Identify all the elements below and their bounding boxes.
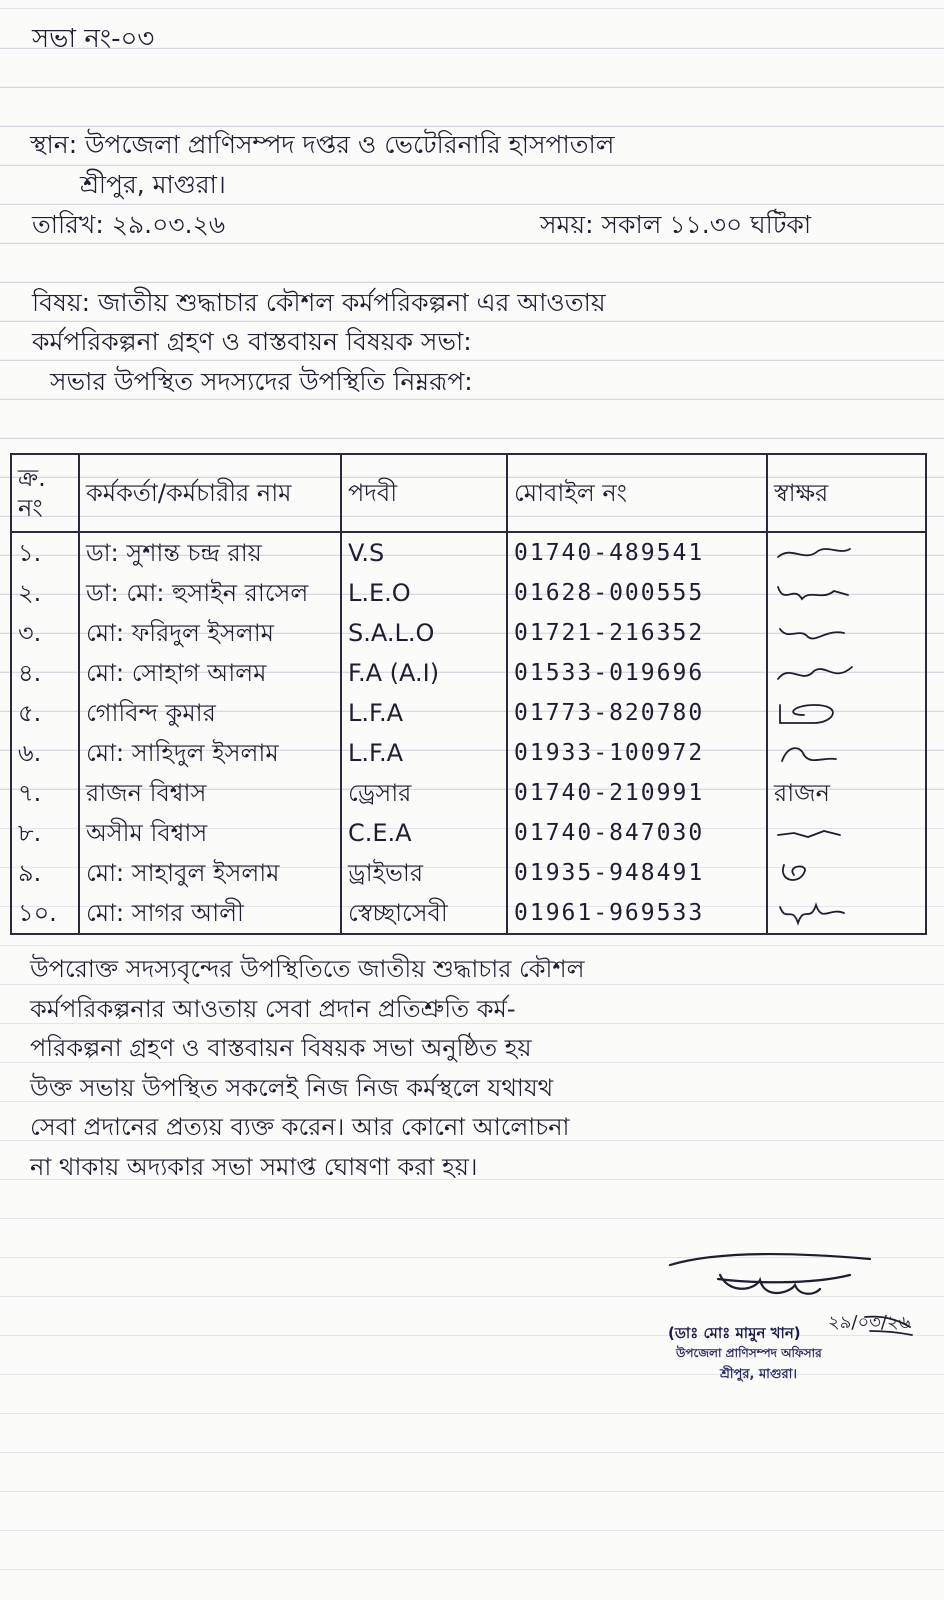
table-row — [11, 813, 926, 853]
row-mobile: 01740-210991 — [507, 773, 767, 813]
row-serial: ৫. — [11, 693, 79, 733]
body-line: সেবা প্রদানের প্রত্যয় ব্যক্ত করেন। আর কোনো আলোচনা — [30, 1113, 570, 1141]
handwritten-signature-mark — [774, 701, 854, 727]
table-row — [11, 773, 926, 813]
row-mobile: 01721-216352 — [507, 613, 767, 653]
row-signature — [767, 613, 926, 653]
body-line: না থাকায় অদ্যকার সভা সমাপ্ত ঘোষণা করা হয়। — [30, 1152, 478, 1181]
row-mobile: 01773-820780 — [507, 693, 767, 733]
table-header-row — [11, 454, 926, 532]
handwritten-signature-mark — [774, 821, 854, 847]
table-row — [11, 613, 926, 653]
row-designation: V.S — [341, 532, 507, 573]
row-mobile: 01533-019696 — [507, 653, 767, 693]
row-name: মো: সাগর আলী — [79, 893, 341, 934]
row-serial: ৭. — [11, 773, 79, 813]
row-name: রাজন বিশ্বাস — [79, 773, 341, 813]
table-row — [11, 853, 926, 893]
header-signature: স্বাক্ষর — [767, 454, 926, 532]
body-line: উপরোক্ত সদস্যবৃন্দের উপস্থিতিতে জাতীয় শুদ্ধাচার কৌশল — [30, 955, 585, 983]
handwritten-signature-mark — [774, 901, 854, 927]
officer-place-stamp: শ্রীপুর, মাগুরা। — [720, 1367, 798, 1382]
header-name: কর্মকর্তা/কর্মচারীর নাম — [79, 454, 341, 532]
venue-line-1: স্থান: উপজেলা প্রাণিসম্পদ দপ্তর ও ভেটেরিনারি হাসপাতাল — [30, 130, 615, 159]
row-designation: ড্রাইভার — [341, 853, 507, 893]
row-signature — [767, 573, 926, 613]
handwritten-signature-mark — [774, 741, 854, 767]
header-mobile: মোবাইল নং — [507, 454, 767, 532]
row-signature — [767, 893, 926, 934]
subject-line-2: কর্মপরিকল্পনা গ্রহণ ও বাস্তবায়ন বিষয়ক সভা: — [32, 327, 472, 356]
row-designation: ড্রেসার — [341, 773, 507, 813]
row-serial: ৯. — [11, 853, 79, 893]
table-row — [11, 893, 926, 934]
body-line: কর্মপরিকল্পনার আওতায় সেবা প্রদান প্রতিশ্রুতি কর্ম- — [30, 994, 516, 1023]
handwritten-signature-mark — [774, 861, 854, 887]
header-designation: পদবী — [341, 454, 507, 532]
row-designation: L.E.O — [341, 573, 507, 613]
table-row — [11, 532, 926, 573]
row-mobile: 01740-847030 — [507, 813, 767, 853]
row-designation: S.A.L.O — [341, 613, 507, 653]
meeting-time: সময়: সকাল ১১.৩০ ঘটিকা — [540, 210, 812, 239]
row-name: মো: সাহিদুল ইসলাম — [79, 733, 341, 773]
row-name: ডা: সুশান্ত চন্দ্র রায় — [79, 532, 341, 573]
attendance-intro: সভার উপস্থিত সদস্যদের উপস্থিতি নিম্নরূপ: — [50, 367, 473, 396]
row-designation: স্বেচ্ছাসেবী — [341, 893, 507, 934]
row-serial: ৪. — [11, 653, 79, 693]
venue-line-2: শ্রীপুর, মাগুরা। — [80, 170, 226, 199]
row-name: ডা: মো: হুসাইন রাসেল — [79, 573, 341, 613]
row-name: গোবিন্দ কুমার — [79, 693, 341, 733]
row-signature — [767, 773, 926, 813]
row-mobile: 01740-489541 — [507, 532, 767, 573]
row-signature — [767, 813, 926, 853]
handwritten-signature-mark — [774, 621, 854, 647]
meeting-date: তারিখ: ২৯.০৩.২৬ — [32, 210, 226, 239]
row-serial: ১. — [11, 532, 79, 573]
row-name: মো: ফরিদুল ইসলাম — [79, 613, 341, 653]
table-row — [11, 693, 926, 733]
row-serial: ৮. — [11, 813, 79, 853]
row-designation: L.F.A — [341, 733, 507, 773]
subject-line-1: বিষয়: জাতীয় শুদ্ধাচার কৌশল কর্মপরিকল্পনা এর আওতায় — [32, 288, 606, 317]
row-signature — [767, 532, 926, 573]
table-row — [11, 653, 926, 693]
row-serial: ৬. — [11, 733, 79, 773]
row-signature — [767, 653, 926, 693]
header-serial: ক্র. নং — [11, 454, 79, 532]
handwritten-signature-mark — [774, 661, 854, 687]
row-mobile: 01935-948491 — [507, 853, 767, 893]
row-name: মো: সাহাবুল ইসলাম — [79, 853, 341, 893]
row-serial: ৩. — [11, 613, 79, 653]
officer-title-stamp: উপজেলা প্রাণিসম্পদ অফিসার — [676, 1346, 822, 1360]
body-line: উক্ত সভায় উপস্থিত সকলেই নিজ নিজ কর্মস্থলে যথাযথ — [30, 1073, 554, 1102]
row-signature-text: রাজন — [774, 779, 830, 807]
row-designation: C.E.A — [341, 813, 507, 853]
table-row — [11, 573, 926, 613]
handwritten-signature-mark — [774, 541, 854, 567]
row-name: অসীম বিশ্বাস — [79, 813, 341, 853]
table-row — [11, 733, 926, 773]
signature-date: ২৯/০৩/২৬ — [828, 1312, 911, 1333]
row-signature — [767, 733, 926, 773]
row-signature — [767, 693, 926, 733]
officer-name-stamp: (ডাঃ মোঃ মামুন খান) — [668, 1324, 801, 1342]
row-designation: L.F.A — [341, 693, 507, 733]
row-name: মো: সোহাগ আলম — [79, 653, 341, 693]
row-signature — [767, 853, 926, 893]
body-line: পরিকল্পনা গ্রহণ ও বাস্তবায়ন বিষয়ক সভা অনুষ্ঠিত হয় — [30, 1034, 532, 1062]
row-mobile: 01933-100972 — [507, 733, 767, 773]
row-mobile: 01628-000555 — [507, 573, 767, 613]
minutes-body — [30, 950, 930, 1187]
row-serial: ২. — [11, 573, 79, 613]
row-serial: ১০. — [11, 893, 79, 934]
attendance-table — [10, 453, 927, 935]
meeting-number: সভা নং-০৩ — [32, 24, 155, 54]
row-mobile: 01961-969533 — [507, 893, 767, 934]
handwritten-signature-mark — [774, 581, 854, 607]
row-designation: F.A (A.I) — [341, 653, 507, 693]
